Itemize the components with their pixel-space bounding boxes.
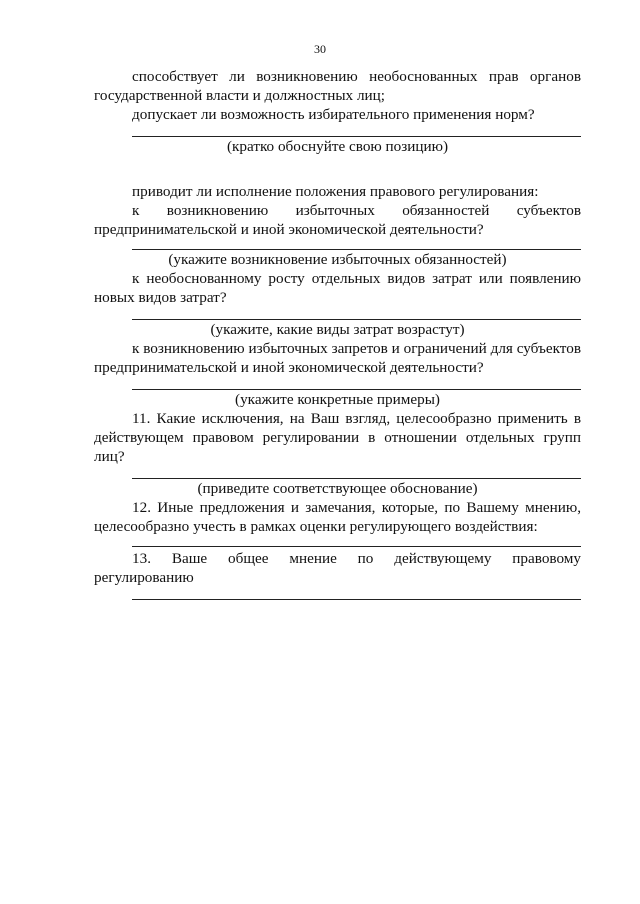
question-text: к возникновению избыточных запретов и ограничений для субъектов предпринимательской и иной экономической деятельности? <box>94 340 581 376</box>
answer-hint: (кратко обоснуйте свою позицию) <box>226 138 449 155</box>
question-text: к возникновению избыточных обязанностей субъектов <box>132 202 581 219</box>
question-text: 13. Ваше общее мнение по действующему правовому регулированию <box>94 550 581 586</box>
document-body <box>94 67 581 600</box>
answer-line[interactable] <box>132 599 581 600</box>
page-number: 30 <box>314 42 326 56</box>
answer-hint: (приведите соответствующее обоснование) <box>197 480 478 497</box>
answer-hint: (укажите, какие виды затрат возрастут) <box>210 321 465 338</box>
answer-hint: (укажите возникновение избыточных обязанностей) <box>168 251 507 268</box>
question-text: 12. Иные предложения и замечания, которые, по Вашему мнению, целесообразно учесть в рамках оценки регулирующего воздействия: <box>94 499 581 535</box>
question-text: приводит ли исполнение положения правового регулирования: <box>132 183 539 200</box>
answer-hint: (укажите конкретные примеры) <box>235 391 440 408</box>
question-text: предпринимательской и иной экономической деятельности? <box>94 221 484 238</box>
question-text: способствует ли возникновению необоснованных прав органов государственной власти и должностных лиц; <box>94 68 581 104</box>
question-text: к необоснованному росту отдельных видов затрат или появлению новых видов затрат? <box>94 270 581 306</box>
question-text: допускает ли возможность избирательного применения норм? <box>132 106 535 123</box>
question-text: 11. Какие исключения, на Ваш взгляд, целесообразно применить в действующем правовом регулировании в отношении отдельных групп лиц? <box>94 410 581 465</box>
